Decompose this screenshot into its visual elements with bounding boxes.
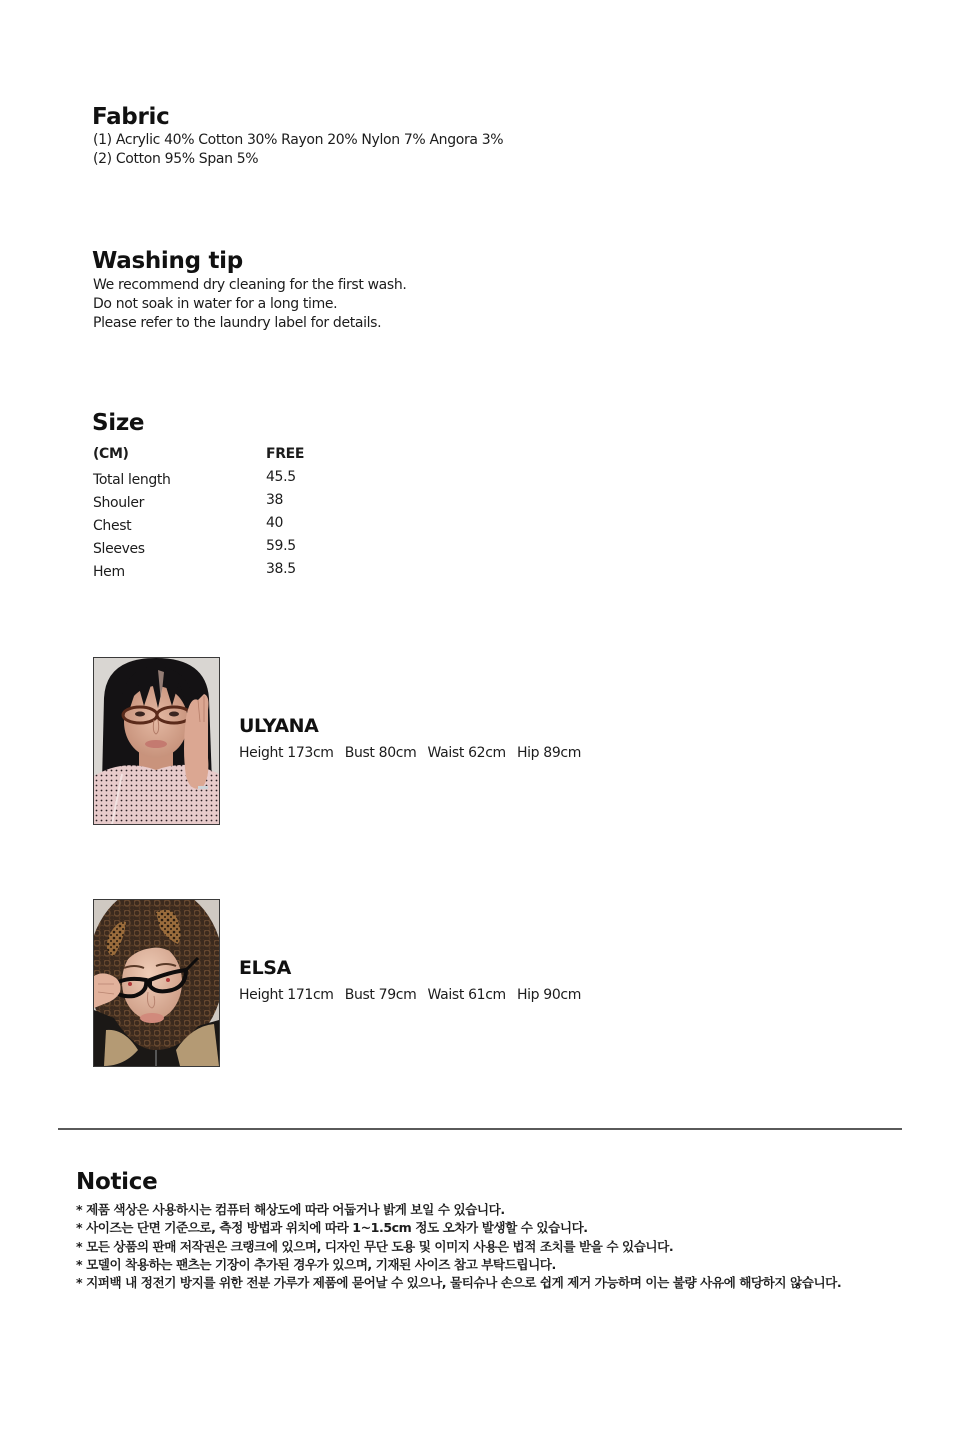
size-row <box>93 471 353 494</box>
fabric-line-2: (2) Cotton 95% Span 5% <box>93 151 259 167</box>
notice-item: * 제품 색상은 사용하시는 컴퓨터 해상도에 따라 어둡거나 밝게 보일 수 있습니다. <box>76 1202 505 1217</box>
size-row-value: 38.5 <box>266 561 296 577</box>
section-divider <box>58 1128 902 1130</box>
size-row-label: Chest <box>93 518 132 534</box>
washing-line-3: Please refer to the laundry label for details. <box>93 315 382 331</box>
notice-item: * 사이즈는 단면 기준으로, 측정 방법과 위치에 따라 1~1.5cm 정도 오차가 발생할 수 있습니다. <box>76 1220 588 1236</box>
model-photo-elsa <box>93 899 220 1067</box>
size-table <box>93 445 353 586</box>
notice-item: * 모델이 착용하는 팬츠는 기장이 추가된 경우가 있으며, 기재된 사이즈 참고 부탁드립니다. <box>76 1256 556 1272</box>
model-photo-ulyana <box>93 657 220 825</box>
model-waist: Waist 62cm <box>427 745 506 761</box>
unit-header: (CM) <box>93 446 129 462</box>
size-row-label: Total length <box>93 472 171 488</box>
size-header: FREE <box>266 446 305 462</box>
fabric-title: Fabric <box>92 104 170 130</box>
fabric-line-1: (1) Acrylic 40% Cotton 30% Rayon 20% Nylon 7% Angora 3% <box>93 132 504 148</box>
size-row-label: Shouler <box>93 495 145 511</box>
model-stats <box>239 986 588 1005</box>
size-row-label: Hem <box>93 564 125 580</box>
washing-line-2: Do not soak in water for a long time. <box>93 296 338 312</box>
size-row <box>93 494 353 517</box>
size-row <box>93 540 353 563</box>
size-title: Size <box>92 410 145 436</box>
washing-instructions <box>93 276 406 333</box>
notice-title: Notice <box>76 1169 158 1195</box>
model-height: Height 173cm <box>239 745 334 761</box>
model-hip: Hip 90cm <box>516 987 582 1003</box>
size-row-value: 59.5 <box>266 538 296 554</box>
notice-list <box>76 1201 841 1292</box>
size-row-value: 45.5 <box>266 469 296 485</box>
notice-item: * 지퍼백 내 정전기 방지를 위한 전분 가루가 제품에 묻어날 수 있으나, 물티슈나 손으로 쉽게 제거 가능하며 이는 불량 사유에 해당하지 않습니다. <box>76 1275 842 1291</box>
size-row <box>93 563 353 586</box>
washing-title: Washing tip <box>92 248 243 274</box>
size-row-label: Sleeves <box>93 541 145 557</box>
fabric-composition <box>93 131 503 169</box>
size-table-header <box>93 445 353 471</box>
size-row-value: 40 <box>266 515 284 531</box>
model-height: Height 171cm <box>239 987 334 1003</box>
size-row <box>93 517 353 540</box>
model-stats <box>239 744 588 763</box>
size-row-value: 38 <box>266 492 284 508</box>
model-name: ULYANA <box>239 715 319 737</box>
model-bust: Bust 79cm <box>344 987 417 1003</box>
model-name: ELSA <box>239 957 291 979</box>
notice-item: * 모든 상품의 판매 저작권은 크랭크에 있으며, 디자인 무단 도용 및 이미지 사용은 법적 조치를 받을 수 있습니다. <box>76 1238 674 1254</box>
washing-line-1: We recommend dry cleaning for the first wash. <box>93 277 407 293</box>
model-hip: Hip 89cm <box>516 745 582 761</box>
model-waist: Waist 61cm <box>427 987 506 1003</box>
model-bust: Bust 80cm <box>344 745 417 761</box>
